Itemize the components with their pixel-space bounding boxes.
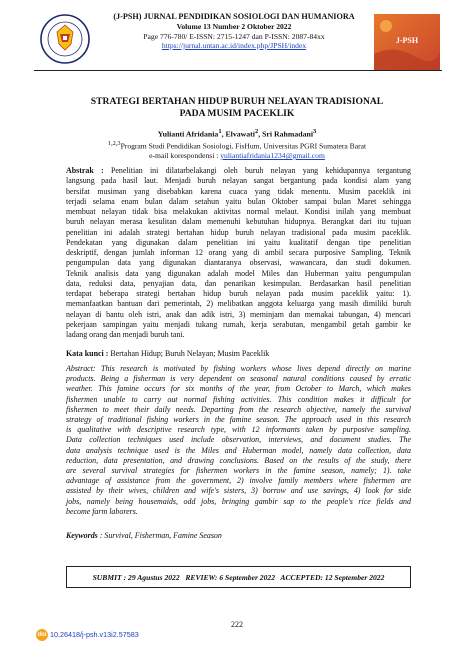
header-divider xyxy=(34,70,442,71)
volume-info: Volume 13 Number 2 Oktober 2022 xyxy=(176,22,292,31)
keywords-en-text: : Survival, Fisherman, Famine Season xyxy=(97,531,222,540)
abstract-line-text: terdapat beberapa strategi bertahan hidup buruh nelayan pada musim paceklik yaitu: 1). xyxy=(66,289,411,298)
abstract-en-line: advantage of assistance from the government, 2) involve family members where fishermen are xyxy=(66,476,411,486)
university-logo xyxy=(40,14,90,64)
abstract-line-text: penelitian ini adalah strategi bertahan hidup buruh nelayan tradisional pada musim paceklik. xyxy=(66,227,411,237)
abstract-line xyxy=(66,310,411,320)
abstract-en-line: are several survival strategies for fishermen workers in the famine season, namely; 1). take xyxy=(66,466,411,476)
keywords-en-label: Keywords xyxy=(66,531,98,540)
author-2-sup: 2 xyxy=(254,128,259,135)
abstract-line-text: memanfaatkan bantuan dari pemerintah, 2) melibatkan anggota keluarga yang masih dimiliki buruh xyxy=(66,299,411,309)
abstract-line-text: data, reduksi data, penyajian data, dan penarikan kesimpulan. Berdasarkan hasil penelitian xyxy=(66,278,411,288)
abstract-line xyxy=(66,166,411,176)
abstract-en-line: strategy of traditional fishing workers in the famine season. The approach used in this research xyxy=(66,415,411,425)
title-line-1: STRATEGI BERTAHAN HIDUP BURUH NELAYAN TRADISIONAL xyxy=(90,96,384,107)
affiliation-block xyxy=(40,139,434,161)
keywords-label: Kata kunci : xyxy=(66,349,111,358)
abstract-label: Abstrak : xyxy=(66,166,111,175)
abstract-en-line: is qualitative with descriptive research type, with 12 informants taken by purposive sampling. xyxy=(66,425,411,435)
abstract-line xyxy=(66,238,411,248)
abstract-en-line: Abstract: This research is motivated by fishing workers whose lives depend directly on marine xyxy=(66,364,411,373)
abstract-line-text: Teknik analisis data yang digunakan adalah model Miles dan Huberman yaitu pengumpulan xyxy=(66,268,411,278)
abstract-line-text: pekerjaan sampingan yaitu menjadi tukang rumah, kerja serabutan, mengambil getah gambir ke xyxy=(66,319,411,329)
keywords-en xyxy=(66,531,411,540)
author-3-sup: 3 xyxy=(313,128,317,135)
abstract-en-line: Data collection techniques used include observation, interviews, and document studies. The xyxy=(66,435,411,445)
abstract-en-line: reduction, data presentation, and drawing conclusions. Based on the results of the study, there xyxy=(66,455,411,465)
email-label: e-mail korespondensi : xyxy=(149,151,221,161)
abstract-line xyxy=(66,289,411,299)
abstract-line xyxy=(66,217,411,227)
abstract-en-line: become farm laborers. xyxy=(66,506,138,516)
abstract-line xyxy=(66,187,411,197)
journal-name: (J-PSH) JURNAL PENDIDIKAN SOSIOLOGI DAN HUMANIORA xyxy=(113,12,355,21)
doi-icon: doi xyxy=(36,629,48,641)
abstract-id xyxy=(66,166,411,340)
abstract-line-text: membuat nelayan tidak bisa melakukan aktivitas normal melaut. Kondisi inilah yang membuat xyxy=(66,207,411,216)
abstract-line-text: langsung pada hasil laut. Menjadi buruh nelayan sangat bergantung pada kondisi alam yang xyxy=(66,176,411,186)
submission-dates-box xyxy=(66,566,411,588)
keywords-id xyxy=(66,349,411,358)
abstract-line-text: terjadi selama enam bulan dalam setahun yaitu bulan Oktober sampai bulan Maret sehingga xyxy=(66,196,411,206)
abstract-line-text: Penelitian ini dilatarbelakangi oleh buruh nelayan yang kehidupannya tergantung xyxy=(110,166,411,175)
abstract-line xyxy=(66,248,411,258)
abstract-line-text: nelayan di bantu oleh istri, anak dan adik istri, 3) meminjam dan memakai tabungan, 4) mencari xyxy=(66,309,411,319)
abstract-line xyxy=(66,279,411,289)
author-3: Sri Rahmadani xyxy=(262,129,314,139)
affiliation-sup: 1,2,3 xyxy=(107,140,121,147)
abstract-line xyxy=(66,197,411,207)
abstract-line-text: Pendekatan yang digunakan dalam penelitian ini yaitu kualitatif dengan tipe penelitian xyxy=(66,237,411,247)
page-issn-info: Page 776-780/ E-ISSN: 2715-1247 dan P-ISSN: 2087-84xx xyxy=(143,31,325,41)
abstract-en-line: weather. This famine occurs for six months of the year, from October to March, which makes xyxy=(66,384,411,394)
email-link[interactable]: yuliantiafridania1234@gmail.com xyxy=(220,151,325,161)
abstract-line-text: deskriptif, dengan jumlah informan 12 orang yang di ambil secara purposive Sampling. Teknik xyxy=(66,248,411,257)
abstract-en-line: data analysis technique used is the Miles and Huberman model, namely data collection, data xyxy=(66,445,411,455)
abstract-line-text: bersifat musiman yang disebabkan karena cuaca yang tidak menentu. Musim paceklik ini xyxy=(66,186,411,196)
abstract-en-line: jobs, namely being housemaids, odd jobs, bringing gambir sap to the people's rice fields and xyxy=(66,496,411,506)
affiliation: Program Studi Pendidikan Sosiologi, FisHum, Universitas PGRI Sumatera Barat xyxy=(120,141,367,151)
abstract-line xyxy=(66,228,411,238)
author-list: Yulianti Afridania$^1$, Elvawati$^2$, Sri Rahmadani$^3$ xyxy=(157,128,317,139)
abstract-line xyxy=(66,207,411,217)
author-1-sup: 1 xyxy=(218,128,222,135)
abstract-line xyxy=(66,269,411,279)
abstract-en-line: assisted by their wives, children and wife's sisters, 3) borrow and use savings, 4) look for side xyxy=(66,486,411,496)
journal-url-link[interactable]: https://jurnal.untan.ac.id/index.php/JPSH/index xyxy=(161,41,307,50)
abstract-line xyxy=(66,258,411,268)
abstract-line-text: ladang orang dan menjadi buruh tani. xyxy=(66,330,185,339)
abstract-line xyxy=(66,320,411,330)
abstract-en xyxy=(66,364,411,517)
title-line-2: PADA MUSIM PACEKLIK xyxy=(179,108,295,119)
abstract-line xyxy=(66,330,411,340)
doi-link[interactable]: 10.26418/j-psh.v13i2.57583 xyxy=(50,630,139,639)
abstract-en-line: products. Being a fisherman is very dependent on seasonal natural conditions caused by erratic xyxy=(66,374,411,384)
submission-dates: SUBMIT : 29 Agustus 2022 REVIEW: 6 September 2022 ACCEPTED: 12 September 2022 xyxy=(92,572,385,582)
abstract-line xyxy=(66,176,411,186)
abstract-en-line: fishermen to meet their daily needs. Departing from the research objective, namely the survival xyxy=(66,404,411,414)
author-1: Yulianti Afridania xyxy=(157,129,219,139)
keywords-text: Bertahan Hidup; Buruh Nelayan; Musim Paceklik xyxy=(110,349,270,358)
author-2: Elvawati xyxy=(225,129,255,139)
abstract-line xyxy=(66,299,411,309)
abstract-en-line: fishermen unable to carry out normal fishing activities. This condition makes it difficult for xyxy=(66,394,411,404)
article-title xyxy=(40,96,434,120)
abstract-line-text: buruh nelayan merasa kesulitan dalam memenuhi kebutuhan hidupnya. Berangkat dari itu tujuan xyxy=(66,217,411,227)
abstract-line-text: pengumpulan data yang digunakan diantaranya observasi, wawancara, dan studi dokumen. xyxy=(66,258,411,268)
badge-label: J-PSH xyxy=(395,36,419,45)
journal-header xyxy=(98,12,370,51)
page-number: 222 xyxy=(231,620,243,629)
